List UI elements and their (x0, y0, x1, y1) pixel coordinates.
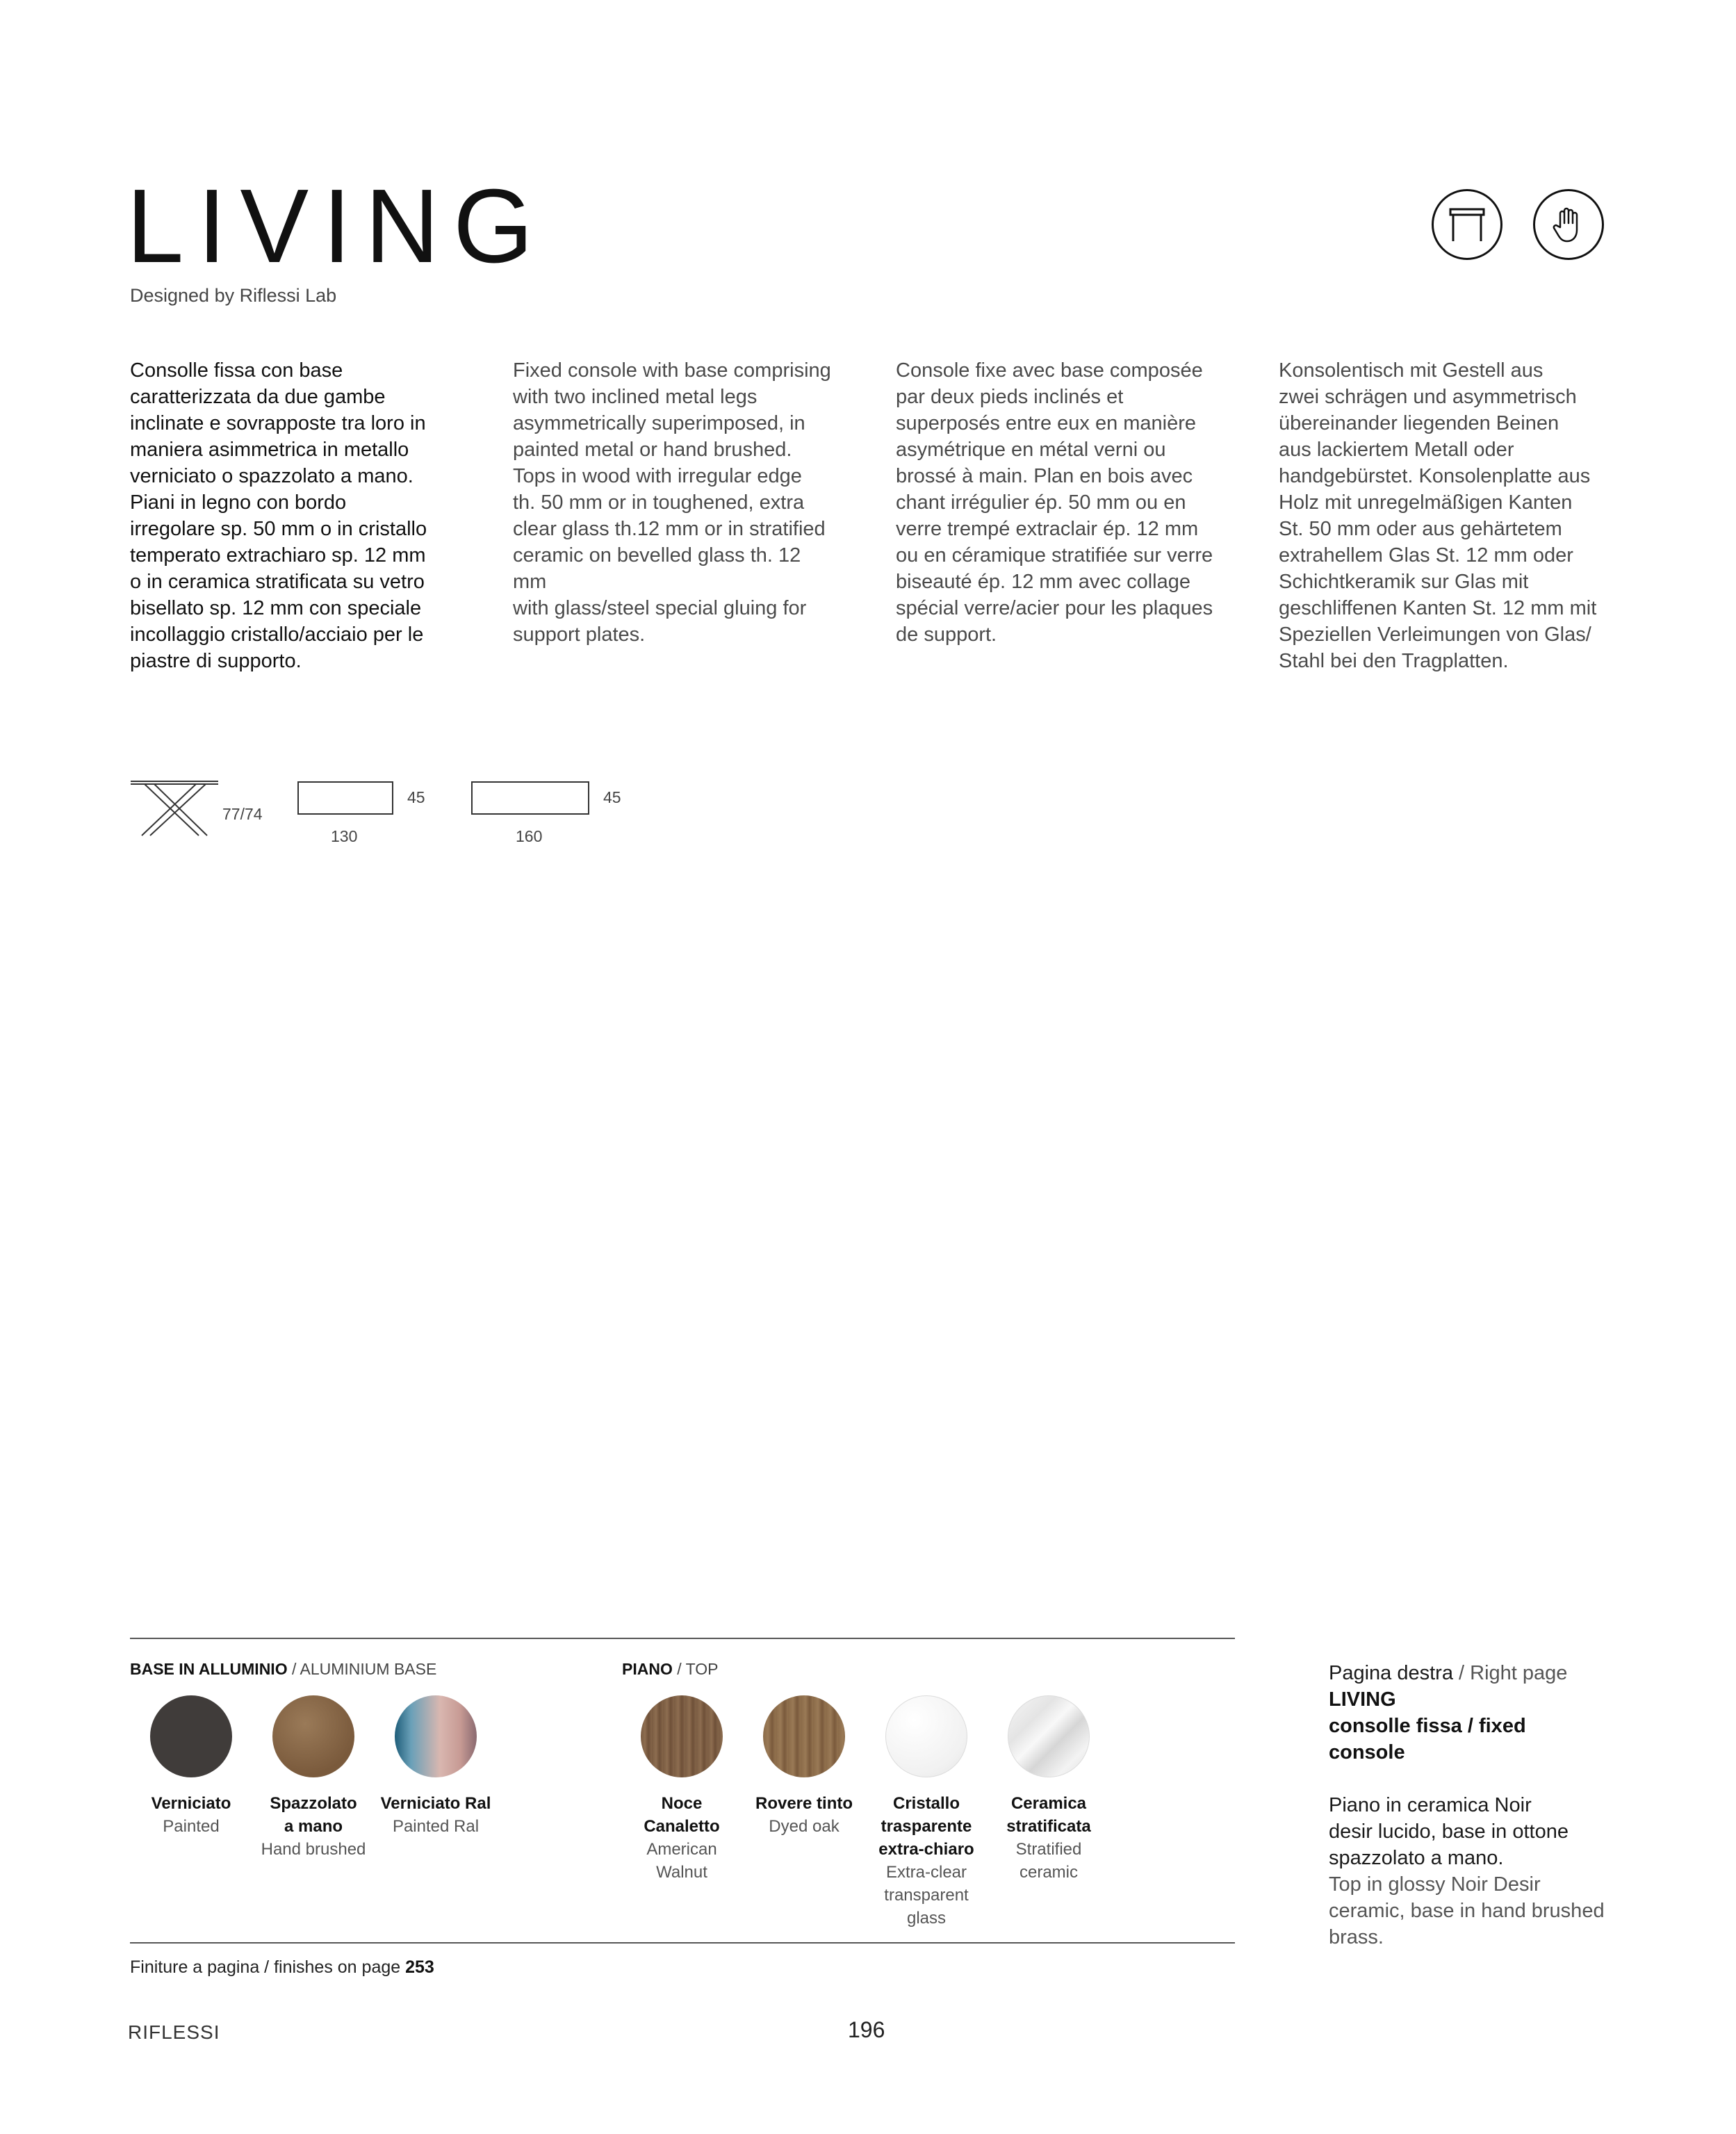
swatch-walnut-name: Noce Canaletto (644, 1794, 720, 1836)
swatch-dyed-oak (763, 1695, 845, 1777)
swatch-extra-clear-glass-name: Cristallo trasparente extra-chiaro (878, 1794, 974, 1859)
description-italian: Consolle fissa con base caratterizzata da due gambe inclinate e sovrapposte tra loro in maniera asimmetrica in metallo verniciato o spazzolato a mano. Piani in legno con bordo irregolare sp. 50 mm o in cristallo temperato extrachiaro sp. 12 mm o in ceramica stratificata su vetro bisellato sp. 12 mm con speciale incollaggio cristallo/acciaio per le piastre di supporto. (130, 359, 427, 672)
caption-product: LIVING (1329, 1688, 1396, 1711)
swatch-stratified-ceramic-name: Ceramica stratificata (1006, 1794, 1091, 1836)
top-section-label: PIANO / TOP (622, 1660, 719, 1678)
photo-caption (1329, 1660, 1635, 1950)
description-german: Konsolentisch mit Gestell aus zwei schrägen und asymmetrisch übereinander liegenden Beinen aus lackiertem Metall oder handgebürstet. Konsolenplatte aus Holz mit unregelmäßigen Kanten St. 50 mm oder aus gehärtetem extrahellem Glas St. 12 mm oder Schichtkeramik sur Glas mit geschliffenen Kanten St. 12 mm mit Speziellen Verleimungen von Glas/ Stahl bei den Tragplatten. (1279, 359, 1597, 672)
description-french: Console fixe avec base composée par deux pieds inclinés et superposés entre eux en manière asymétrique en métal verni ou brossé à main. Plan en bois avec chant irrégulier ép. 50 mm ou en verre trempé extraclair ép. 12 mm ou en céramique stratifiée sur verre biseauté ép. 12 mm avec collage spécial verre/acier pour les plaques de support. (896, 359, 1213, 646)
height-label: 77/74 (222, 805, 263, 823)
page-number: 196 (848, 2017, 885, 2042)
swatch-walnut (641, 1695, 723, 1777)
swatch-painted (150, 1695, 232, 1777)
description-english: Fixed console with base comprising with two inclined metal legs asymmetrically superimposed, in painted metal or hand brushed. Tops in wood with irregular edge th. 50 mm or in toughened, extra clear glass th.12 mm or in stratified ceramic on bevelled glass th. 12 mm with glass/steel special gluing for support plates. (513, 359, 831, 646)
swatch-dyed-oak-name: Rovere tinto (755, 1794, 853, 1813)
size-130-outline (297, 781, 393, 815)
swatch-painted-sub: Painted (163, 1817, 220, 1836)
swatch-dyed-oak-sub: Dyed oak (769, 1817, 840, 1836)
swatch-painted-ral-sub: Painted Ral (392, 1817, 480, 1836)
swatch-extra-clear-glass (885, 1695, 967, 1777)
console-profile-icon (129, 779, 221, 838)
swatch-hand-brushed (272, 1695, 354, 1777)
size-160-outline (471, 781, 589, 815)
swatch-walnut-sub: American Walnut (646, 1840, 717, 1882)
swatch-stratified-ceramic (1008, 1695, 1090, 1777)
swatch-painted-name: Verniciato (151, 1794, 231, 1813)
caption-english: Top in glossy Noir Desir ceramic, base in hand brushed brass. (1329, 1873, 1605, 1948)
size-160-width: 160 (516, 827, 543, 845)
finishes-bottom-rule (130, 1942, 1235, 1944)
page-title: LIVING (126, 168, 548, 285)
designer-credit: Designed by Riflessi Lab (130, 285, 337, 306)
base-section-label: BASE IN ALLUMINIO / ALUMINIUM BASE (130, 1660, 437, 1678)
caption-italian: Piano in ceramica Noir desir lucido, base in ottone spazzolato a mano. (1329, 1794, 1569, 1869)
caption-product-type: consolle fissa / fixed console (1329, 1715, 1526, 1764)
swatch-hand-brushed-name: Spazzolato a mano (270, 1794, 357, 1836)
swatch-stratified-ceramic-sub: Stratified ceramic (1015, 1840, 1082, 1882)
hand-brushed-icon (1533, 189, 1604, 260)
finishes-top-rule (130, 1638, 1235, 1639)
table-icon (1432, 189, 1502, 260)
brand-name: RIFLESSI (128, 2021, 220, 2043)
swatch-painted-ral-name: Verniciato Ral (380, 1794, 491, 1813)
swatch-extra-clear-glass-sub: Extra-clear transparent glass (884, 1863, 969, 1928)
size-160-depth: 45 (603, 788, 621, 806)
size-130-width: 130 (331, 827, 358, 845)
swatch-painted-ral (395, 1695, 477, 1777)
size-130-depth: 45 (407, 788, 425, 806)
swatch-hand-brushed-sub: Hand brushed (261, 1840, 366, 1859)
caption-label: Pagina destra / Right page (1329, 1662, 1568, 1684)
finishes-page-reference: Finiture a pagina / finishes on page 253 (130, 1957, 434, 1977)
